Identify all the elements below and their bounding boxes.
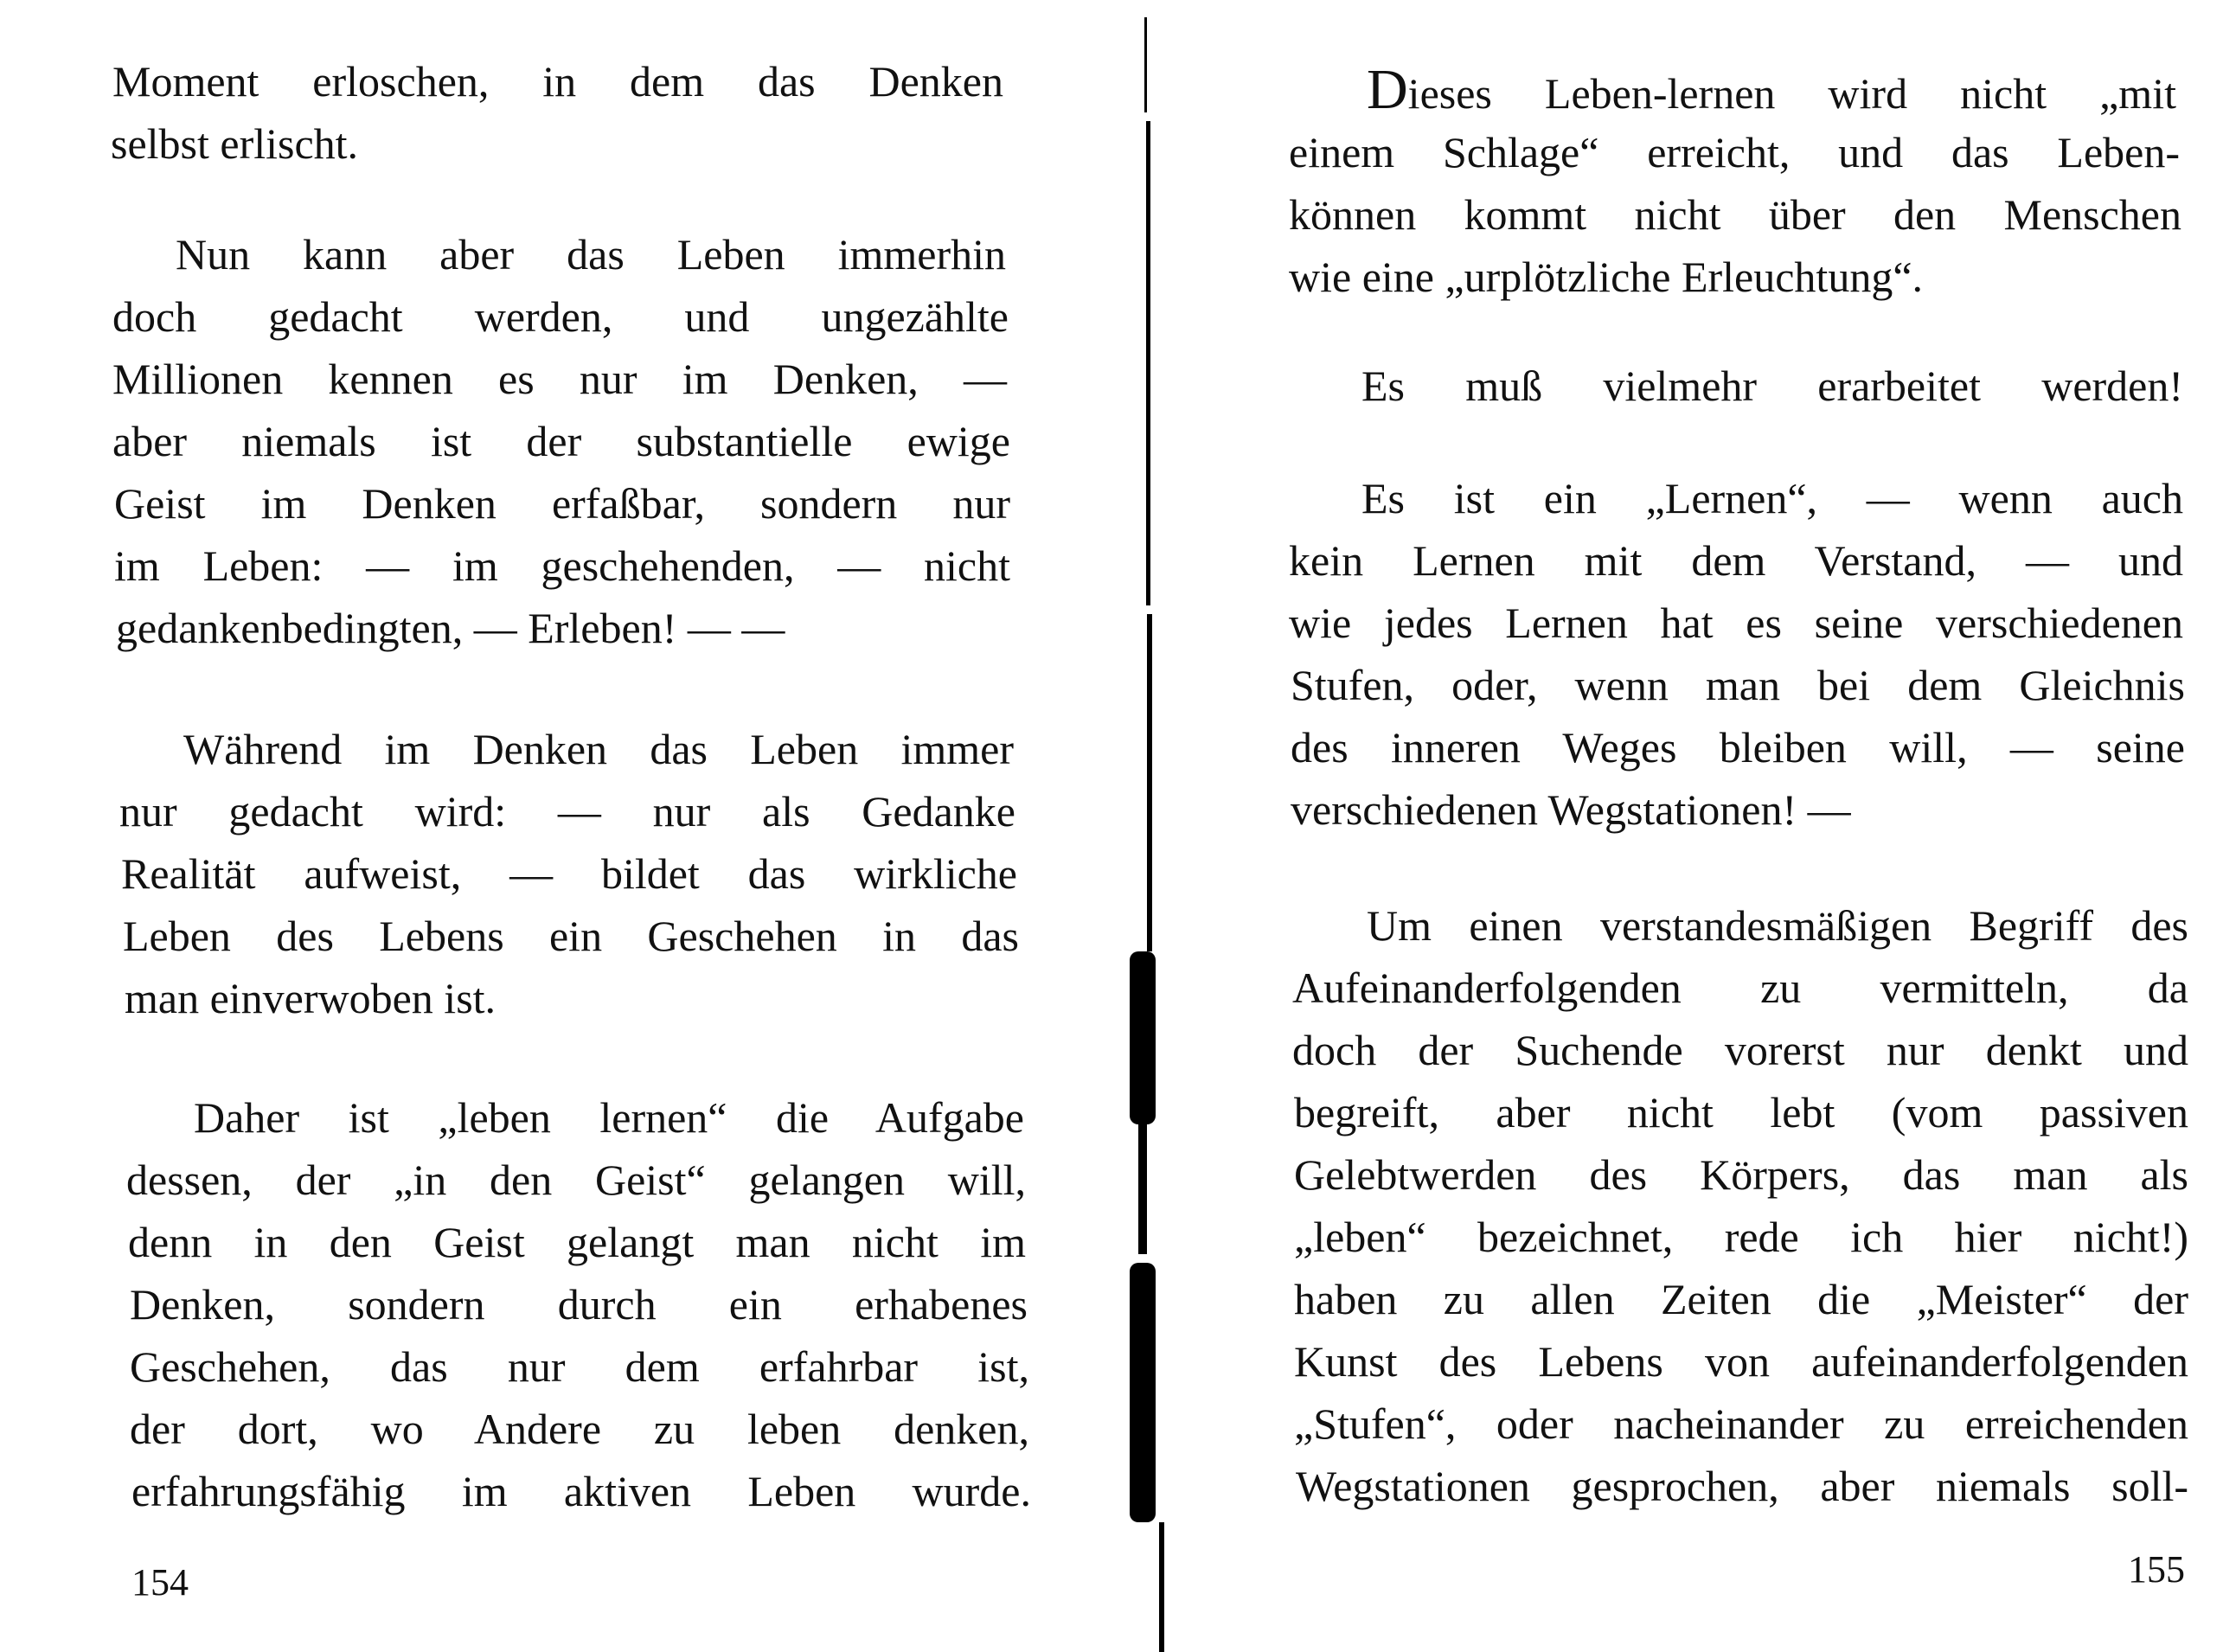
text-line: begreift, aber nicht lebt (vom passiven	[1294, 1088, 2188, 1137]
text-line: doch gedacht werden, und ungezählte	[112, 292, 1009, 341]
text-line: „Stufen“, oder nacheinander zu erreichenden	[1294, 1399, 2188, 1448]
text-line: doch der Suchende vorerst nur denkt und	[1292, 1026, 2188, 1074]
text-line: Realität aufweist, — bildet das wirkliche	[121, 849, 1017, 898]
text-line: „leben“ bezeichnet, rede ich hier nicht!)	[1294, 1213, 2188, 1261]
text-line: Daher ist „leben lernen“ die Aufgabe	[194, 1093, 1024, 1142]
text-line-rest: ieses Leben-lernen wird nicht „mit	[1407, 69, 2176, 118]
text-line: können kommt nicht über den Menschen	[1289, 190, 2181, 239]
text-line: Um einen verstandesmäßigen Begriff des	[1367, 901, 2188, 950]
text-line: Kunst des Lebens von aufeinanderfolgenden	[1294, 1337, 2188, 1386]
text-line: Geist im Denken erfaßbar, sondern nur	[114, 479, 1010, 528]
text-line: verschiedenen Wegstationen! —	[1291, 785, 1851, 834]
text-line: haben zu allen Zeiten die „Meister“ der	[1294, 1275, 2188, 1323]
text-line: Denken, sondern durch ein erhabenes	[130, 1280, 1028, 1329]
text-line: dessen, der „in den Geist“ gelangen will,	[126, 1156, 1026, 1204]
text-line: Aufeinanderfolgenden zu vermitteln, da	[1292, 964, 2188, 1012]
page-number: 155	[2128, 1548, 2185, 1591]
text-line: einem Schlage“ erreicht, und das Leben-	[1289, 128, 2180, 176]
gutter-line	[1144, 17, 1147, 112]
text-line: wie jedes Lernen hat es seine verschiedenen	[1289, 599, 2183, 647]
text-line: Millionen kennen es nur im Denken, —	[112, 355, 1007, 403]
text-line: erfahrungsfähig im aktiven Leben wurde.	[131, 1467, 1031, 1515]
text-line: denn in den Geist gelangt man nicht im	[128, 1218, 1026, 1266]
gutter-line	[1138, 1124, 1147, 1254]
text-line: wie eine „urplötzliche Erleuchtung“.	[1289, 253, 1924, 301]
text-line: Leben des Lebens ein Geschehen in das	[123, 912, 1019, 960]
drop-cap: D	[1367, 58, 1408, 121]
text-line: Nun kann aber das Leben immerhin	[176, 230, 1006, 279]
text-line	[1367, 59, 2176, 125]
text-line: Es ist ein „Lernen“, — wenn auch	[1361, 474, 2183, 522]
text-line: man einverwoben ist.	[125, 974, 496, 1022]
text-line: aber niemals ist der substantielle ewige	[112, 417, 1010, 465]
text-line: Moment erloschen, in dem das Denken	[112, 57, 1003, 106]
text-line: Stufen, oder, wenn man bei dem Gleichnis	[1291, 661, 2185, 709]
text-line: Während im Denken das Leben immer	[183, 725, 1014, 773]
text-line: Es muß vielmehr erarbeitet werden!	[1361, 362, 2183, 410]
text-line: Wegstationen gesprochen, aber niemals soll-	[1296, 1462, 2188, 1510]
right-page	[1150, 0, 2223, 1652]
text-line: Gelebtwerden des Körpers, das man als	[1294, 1150, 2188, 1199]
text-line: kein Lernen mit dem Verstand, — und	[1289, 536, 2183, 585]
page-number: 154	[131, 1561, 189, 1604]
text-line: der dort, wo Andere zu leben denken,	[130, 1405, 1029, 1453]
text-line: nur gedacht wird: — nur als Gedanke	[119, 787, 1015, 836]
text-line: selbst erlischt.	[111, 119, 359, 168]
text-line: Geschehen, das nur dem erfahrbar ist,	[130, 1342, 1029, 1391]
text-line: gedankenbedingten, — Erleben! — —	[116, 604, 785, 652]
text-line: des inneren Weges bleiben will, — seine	[1291, 723, 2185, 772]
text-line: im Leben: — im geschehenden, — nicht	[114, 541, 1010, 590]
